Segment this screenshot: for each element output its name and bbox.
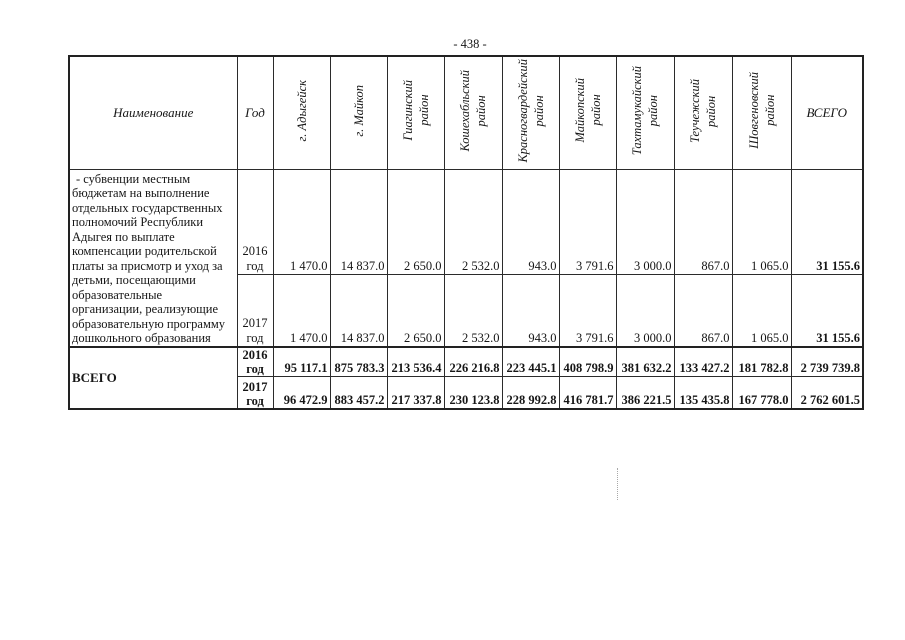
total-2016-koshekhablsky: 226 216.8 bbox=[444, 347, 502, 377]
subsidy-row-2016 bbox=[69, 169, 863, 274]
subsidy-name-line: полномочий Республики bbox=[72, 215, 204, 229]
total-2017-maykop-city: 883 457.2 bbox=[330, 377, 387, 409]
total-2016-takhtamukaysky: 381 632.2 bbox=[616, 347, 674, 377]
total-2016-krasnogvardeysky: 223 445.1 bbox=[502, 347, 559, 377]
subsidy-2016-shovgenovsky: 1 065.0 bbox=[732, 169, 791, 274]
total-2016-teuchezhsky: 133 427.2 bbox=[674, 347, 732, 377]
total-2017-maykopsky: 416 781.7 bbox=[559, 377, 616, 409]
total-row-2016 bbox=[69, 347, 863, 377]
subsidy-2017-koshekhablsky: 2 532.0 bbox=[444, 274, 502, 346]
subsidy-2017-year bbox=[237, 274, 273, 346]
total-2016-total: 2 739 739.8 bbox=[791, 347, 863, 377]
header-teuchezhsky-sub: район bbox=[704, 95, 718, 127]
header-krasnogvardeysky bbox=[502, 56, 559, 169]
total-2017-year bbox=[237, 377, 273, 409]
header-krasnogvardeysky-sub: район bbox=[531, 95, 546, 127]
header-giaginsky bbox=[387, 56, 444, 169]
header-teuchezhsky bbox=[674, 56, 732, 169]
subsidy-name-line: компенсации родительской bbox=[72, 244, 217, 258]
subsidy-name-cell bbox=[69, 169, 237, 347]
total-2016-shovgenovsky: 181 782.8 bbox=[732, 347, 791, 377]
subsidy-2017-krasnogvardeysky: 943.0 bbox=[502, 274, 559, 346]
header-giaginsky-label: Гиагинский bbox=[400, 80, 415, 142]
subsidy-2016-giaginsky: 2 650.0 bbox=[387, 169, 444, 274]
year-unit: год bbox=[246, 362, 264, 376]
subsidy-2016-total: 31 155.6 bbox=[791, 169, 863, 274]
total-2017-giaginsky: 217 337.8 bbox=[387, 377, 444, 409]
subsidy-name-line: Адыгея по выплате bbox=[72, 229, 175, 244]
subsidy-2016-year bbox=[237, 169, 273, 274]
total-2017-adygeysk: 96 472.9 bbox=[273, 377, 330, 409]
header-takhtamukaysky bbox=[616, 56, 674, 169]
subsidy-name-line: образовательные bbox=[72, 287, 163, 302]
total-2017-total: 2 762 601.5 bbox=[791, 377, 863, 409]
budget-table bbox=[68, 55, 864, 410]
header-maykopsky bbox=[559, 56, 616, 169]
page-number: - 438 - bbox=[453, 37, 487, 51]
subsidy-2016-krasnogvardeysky: 943.0 bbox=[502, 169, 559, 274]
header-year-label: Год bbox=[245, 104, 265, 120]
subsidy-2016-koshekhablsky: 2 532.0 bbox=[444, 169, 502, 274]
year-unit: год bbox=[246, 393, 264, 408]
header-koshekhablsky-label: Кошехабльский bbox=[458, 69, 472, 152]
subsidy-2017-shovgenovsky: 1 065.0 bbox=[732, 274, 791, 346]
total-2017-koshekhablsky: 230 123.8 bbox=[444, 377, 502, 409]
subsidy-2017-adygeysk: 1 470.0 bbox=[273, 274, 330, 346]
subsidy-2017-maykopsky: 3 791.6 bbox=[559, 274, 616, 346]
subsidy-2016-teuchezhsky: 867.0 bbox=[674, 169, 732, 274]
header-giaginsky-sub: район bbox=[416, 95, 431, 127]
subsidy-2016-maykop-city: 14 837.0 bbox=[330, 169, 387, 274]
header-koshekhablsky-sub: район bbox=[474, 95, 488, 127]
header-teuchezhsky-label: Теучежский bbox=[688, 78, 702, 143]
header-maykopsky-sub: район bbox=[588, 95, 603, 127]
header-row bbox=[69, 56, 863, 169]
header-shovgenovsky bbox=[732, 56, 791, 169]
total-label: ВСЕГО bbox=[69, 347, 237, 409]
subsidy-2017-total: 31 155.6 bbox=[791, 274, 863, 346]
year-value: 2016 bbox=[242, 348, 268, 362]
total-2016-maykopsky: 408 798.9 bbox=[559, 347, 616, 377]
header-maykop-city-label: г. Майкоп bbox=[351, 84, 366, 137]
header-takhtamukaysky-sub: район bbox=[646, 95, 660, 127]
header-total-label: ВСЕГО bbox=[806, 104, 848, 120]
header-maykopsky-label: Майкопский bbox=[572, 78, 587, 143]
total-2017-krasnogvardeysky: 228 992.8 bbox=[502, 377, 559, 409]
subsidy-2017-maykop-city: 14 837.0 bbox=[330, 274, 387, 346]
subsidy-2017-giaginsky: 2 650.0 bbox=[387, 274, 444, 346]
header-shovgenovsky-label: Шовгеновский bbox=[746, 72, 761, 150]
year-value: 2016 bbox=[242, 243, 268, 258]
total-2017-takhtamukaysky: 386 221.5 bbox=[616, 377, 674, 409]
subsidy-2017-teuchezhsky: 867.0 bbox=[674, 274, 732, 346]
subsidy-name-line: - субвенции местным bbox=[76, 171, 191, 186]
year-value: 2017 bbox=[242, 315, 268, 330]
scan-speck bbox=[617, 468, 619, 500]
header-total bbox=[791, 56, 863, 169]
subsidy-2017-takhtamukaysky: 3 000.0 bbox=[616, 274, 674, 346]
header-takhtamukaysky-label: Тахтамукайский bbox=[630, 66, 644, 156]
subsidy-2016-adygeysk: 1 470.0 bbox=[273, 169, 330, 274]
subsidy-name-line: дошкольного образования bbox=[72, 331, 211, 345]
subsidy-name-line: образовательную программу bbox=[72, 316, 226, 331]
year-unit: год bbox=[246, 330, 264, 345]
total-2016-giaginsky: 213 536.4 bbox=[387, 347, 444, 377]
header-name-label: Наименование bbox=[113, 104, 194, 120]
header-adygeysk bbox=[273, 56, 330, 169]
subsidy-name-line: детьми, посещающими bbox=[72, 273, 196, 287]
subsidy-name-line: платы за присмотр и уход за bbox=[72, 258, 223, 273]
header-maykop-city bbox=[330, 56, 387, 169]
subsidy-name-line: организации, реализующие bbox=[72, 302, 219, 316]
total-2016-year bbox=[237, 347, 273, 377]
subsidy-name-line: отдельных государственных bbox=[72, 200, 223, 215]
total-2016-maykop-city: 875 783.3 bbox=[330, 347, 387, 377]
total-2017-teuchezhsky: 135 435.8 bbox=[674, 377, 732, 409]
header-krasnogvardeysky-label: Красногвардейский bbox=[515, 58, 530, 163]
total-2016-adygeysk: 95 117.1 bbox=[273, 347, 330, 377]
header-shovgenovsky-sub: район bbox=[762, 95, 777, 127]
header-name bbox=[69, 56, 237, 169]
header-adygeysk-label: г. Адыгейск bbox=[294, 80, 309, 142]
subsidy-2016-maykopsky: 3 791.6 bbox=[559, 169, 616, 274]
subsidy-2016-takhtamukaysky: 3 000.0 bbox=[616, 169, 674, 274]
subsidy-name-line: бюджетам на выполнение bbox=[72, 186, 210, 200]
year-value: 2017 bbox=[242, 379, 268, 394]
header-year bbox=[237, 56, 273, 169]
year-unit: год bbox=[246, 258, 264, 273]
total-2017-shovgenovsky: 167 778.0 bbox=[732, 377, 791, 409]
header-koshekhablsky bbox=[444, 56, 502, 169]
